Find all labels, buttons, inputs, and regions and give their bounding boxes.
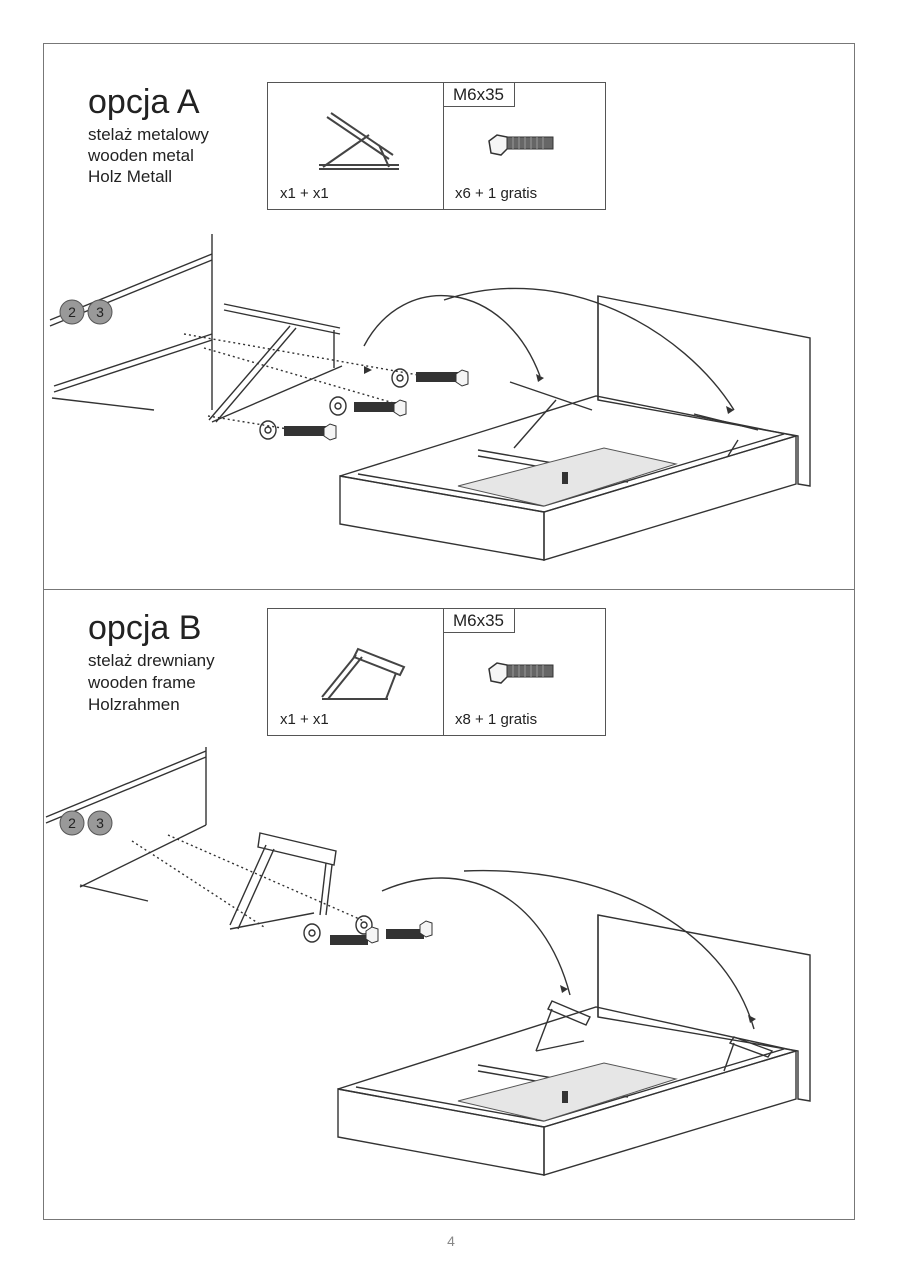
wooden-lift-frame-icon xyxy=(316,643,416,705)
option-a-parts-box xyxy=(267,82,606,210)
option-a-assembly-illustration xyxy=(44,230,854,570)
option-b-line-2: wooden frame xyxy=(88,673,196,692)
option-b-step-badge-3: 3 xyxy=(96,815,104,831)
option-b-frame-qty: x1 + x1 xyxy=(280,711,329,728)
page-number: 4 xyxy=(447,1233,455,1249)
option-a-line-1: stelaż metalowy xyxy=(88,125,209,144)
option-b-line-1: stelaż drewniany xyxy=(88,651,215,670)
option-a-line-3: Holz Metall xyxy=(88,167,173,186)
option-b-bolt-code: M6x35 xyxy=(443,609,515,633)
option-b-parts-box xyxy=(267,608,606,736)
option-b-assembly-illustration xyxy=(44,745,854,1185)
option-a-bolt-qty: x6 + 1 gratis xyxy=(455,185,538,202)
option-a-step-badge-2: 2 xyxy=(68,304,76,320)
option-b-bolt-qty: x8 + 1 gratis xyxy=(455,711,538,728)
metal-lift-frame-icon xyxy=(313,105,413,175)
option-a-frame-qty: x1 + x1 xyxy=(280,185,329,202)
option-a-title: opcja A xyxy=(88,83,200,121)
option-b-title: opcja B xyxy=(88,609,202,647)
option-a-line-2: wooden metal xyxy=(88,146,194,165)
option-a-step-badge-3: 3 xyxy=(96,304,104,320)
option-a-bolt-code: M6x35 xyxy=(443,83,515,107)
option-b-step-badge-2: 2 xyxy=(68,815,76,831)
section-divider xyxy=(43,589,855,590)
bolt-icon xyxy=(483,659,563,699)
option-b-line-3: Holzrahmen xyxy=(88,695,180,714)
bolt-icon xyxy=(483,131,563,171)
